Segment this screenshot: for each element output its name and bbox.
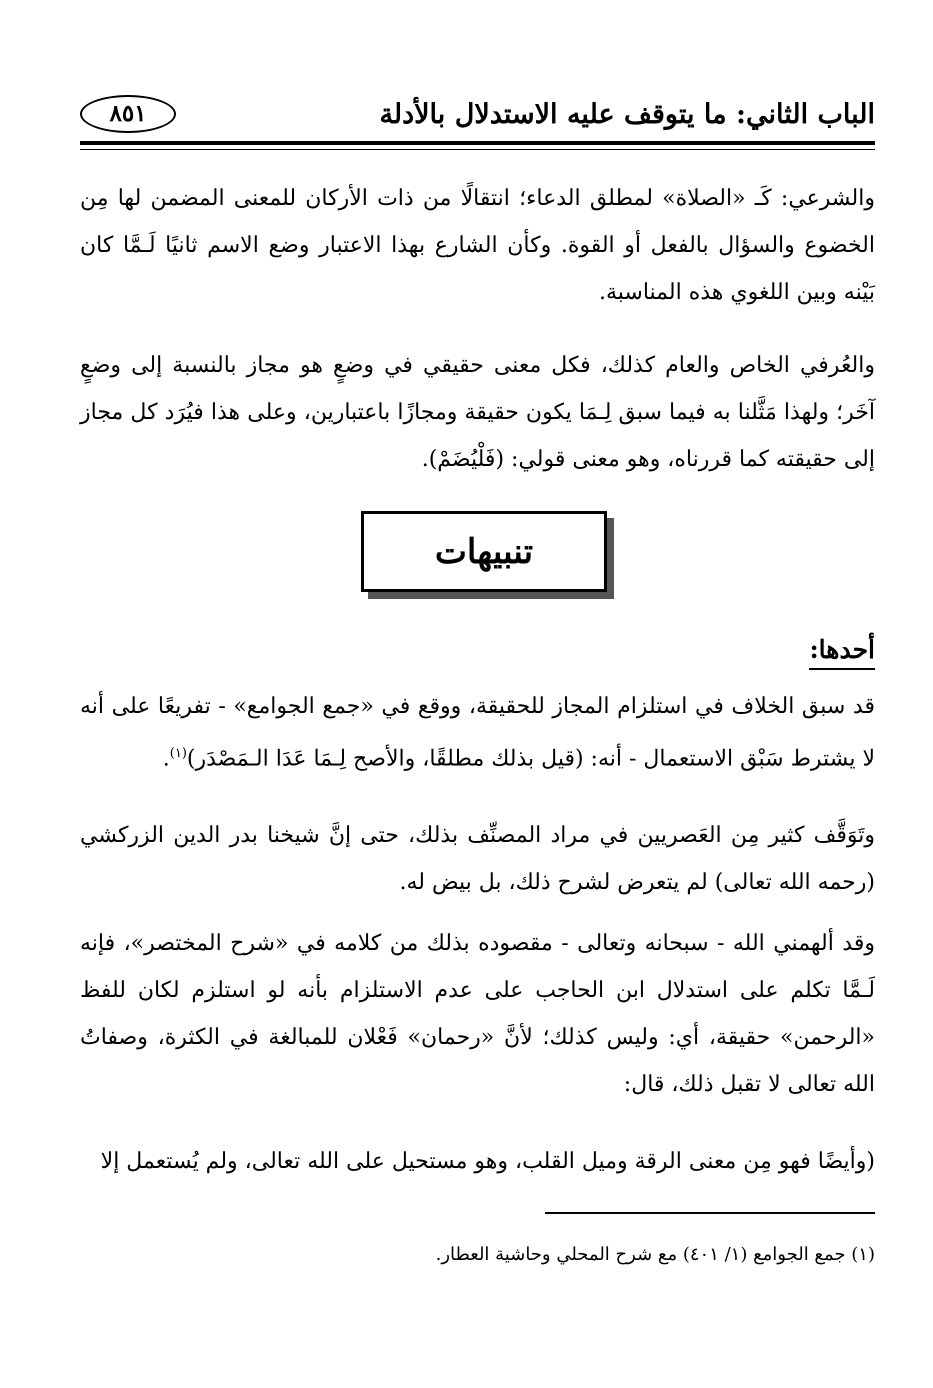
header-rule-thick xyxy=(80,141,875,145)
paragraph-ilham xyxy=(80,920,875,1108)
paragraph-text: والشرعي: كَـ «الصلاة» لمطلق الدعاء؛ انتقالًا من ذات الأركان للمعنى المضمن لها مِن الخضوع والسؤال بالفعل أو القوة. وكأن الشارع بهذا الاعتبار وضع الاسم ثانيًا لَـمَّا كان بَيْنه وبين اللغوي هذه المناسبة. xyxy=(80,186,875,305)
subheading: أحدها: xyxy=(809,632,875,670)
footnote-separator xyxy=(545,1212,875,1214)
paragraph-urfi-meaning xyxy=(80,342,875,483)
paragraph-text: قد سبق الخلاف في استلزام المجاز للحقيقة، ووقع في «جمع الجوامع» - تفريعًا على أنه لا يشترط سَبْق الاستعمال - أنه: (قيل بذلك مطلقًا، والأصح لِـمَا عَدَا الـمَصْدَر) xyxy=(80,694,875,772)
running-header xyxy=(80,92,875,136)
paragraph-khilaf: قد سبق الخلاف في استلزام المجاز للحقيقة، ووقع في «جمع الجوامع» - تفريعًا على أنه لا يشترط سَبْق الاستعمال - أنه: (قيل بذلك مطلقًا، والأصح لِـمَا عَدَا الـمَصْدَر)$^{(١)}$. xyxy=(80,694,875,772)
paragraph-tawaqquf xyxy=(80,812,875,906)
section-title: تنبيهات xyxy=(434,531,534,572)
page-number: ٨٥١ xyxy=(80,95,176,133)
chapter-title: الباب الثاني: ما يتوقف عليه الاستدلال بالأدلة xyxy=(379,98,875,130)
paragraph-text: وتَوَقَّف كثير مِن العَصريين في مراد المصنِّف بذلك، حتى إنَّ شيخنا بدر الدين الزركشي (رحمه الله تعالى) لم يتعرض لشرح ذلك، بل بيض له. xyxy=(80,823,875,895)
paragraph-text: (وأيضًا فهو مِن معنى الرقة وميل القلب، وهو مستحيل على الله تعالى، ولم يُستعمل إلا xyxy=(100,1149,875,1174)
paragraph-text: وقد ألهمني الله - سبحانه وتعالى - مقصوده بذلك من كلامه في «شرح المختصر»، فإنه لَـمَّا تكلم على استدلال ابن الحاجب على عدم الاستلزام بأنه لو استلزم لكان للفظ «الرحمن» حقيقة، أي: وليس كذلك؛ لأنَّ «رحمان» فَعْلان للمبالغة في الكثرة، وصفاتُ الله تعالى لا تقبل ذلك، قال: xyxy=(80,931,875,1097)
paragraph-shari-meaning xyxy=(80,175,875,316)
paragraph-text: والعُرفي الخاص والعام كذلك، فكل معنى حقيقي في وضعٍ هو مجاز بالنسبة إلى وضعٍ آخَر؛ ولهذا مَثَّلنا به فيما سبق لِـمَا يكون حقيقة ومجازًا باعتبارين، وعلى هذا فيُرَد كل مجاز إلى حقيقته كما قررناه، وهو معنى قولي: (فَلْيُضَمْ). xyxy=(80,353,875,472)
section-title-box xyxy=(361,511,607,592)
footnote: (١) جمع الجوامع (١/ ٤٠١) مع شرح المحلي وحاشية العطار. xyxy=(435,1244,875,1265)
footnote-reference[interactable]: (١) xyxy=(169,746,187,761)
header-rule-thin xyxy=(80,149,875,150)
paragraph-quote xyxy=(80,1138,875,1185)
